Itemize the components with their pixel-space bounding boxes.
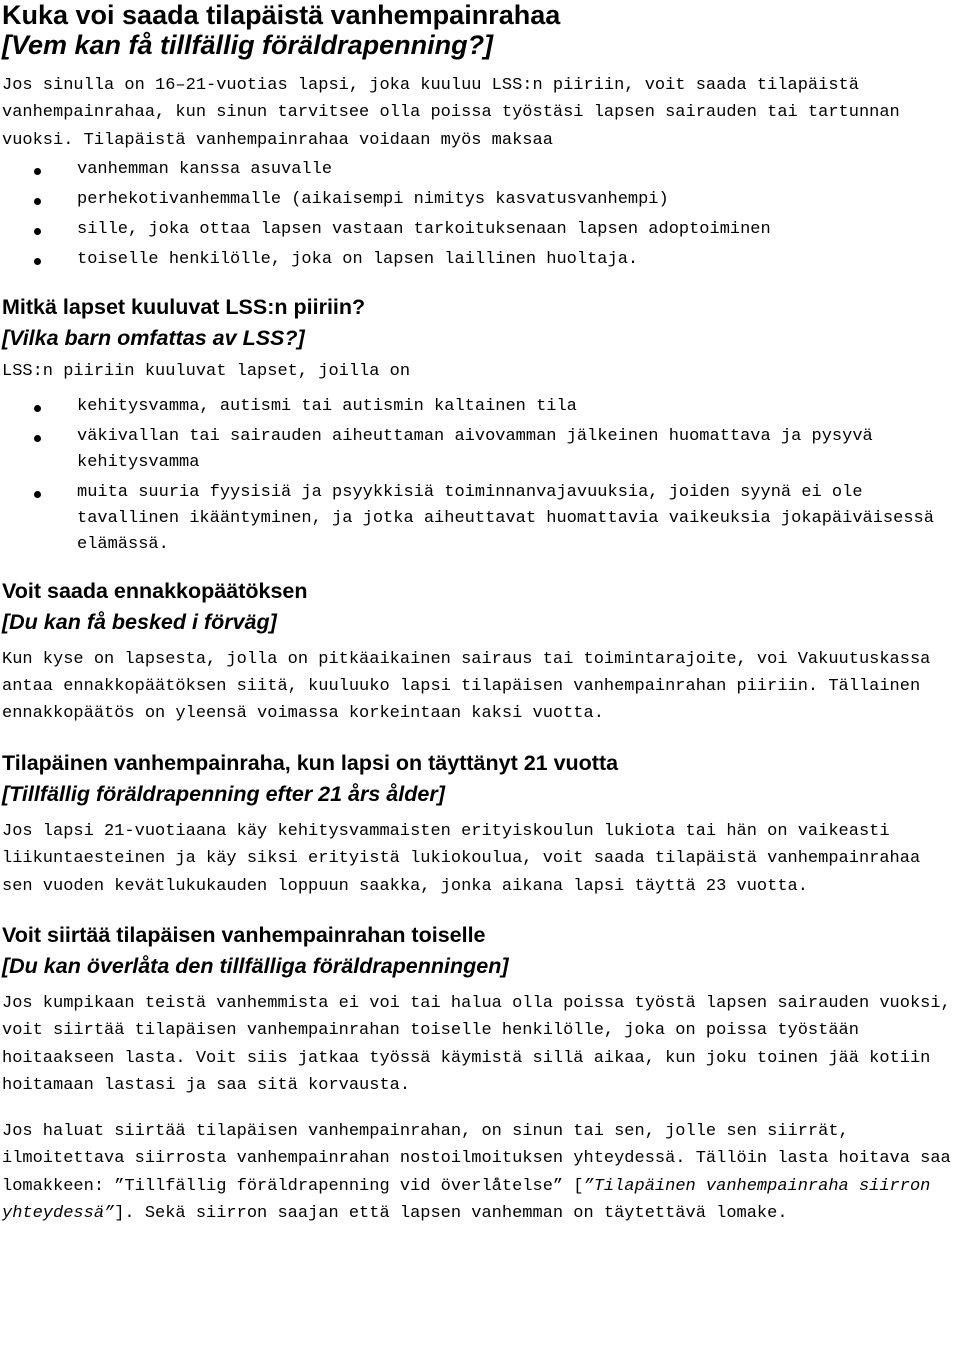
list-item-text: sille, joka ottaa lapsen vastaan tarkoituksenaan lapsen adoptoiminen xyxy=(77,220,771,240)
paragraph: LSS:n piiriin kuuluvat lapset, joilla on xyxy=(2,362,411,382)
title-finnish: Voit siirtää tilapäisen vanhempainrahan toiselle xyxy=(2,923,486,948)
list-item xyxy=(2,424,960,476)
bullet-list xyxy=(2,394,960,558)
list-item xyxy=(2,480,960,558)
list-item xyxy=(2,157,960,183)
bullet-icon xyxy=(34,435,41,442)
paragraph: Jos sinulla on 16–21-vuotias lapsi, joka kuuluu LSS:n piiriin, voit saada tilapäistä vanhempainrahaa, kun sinun tarvitsee olla poissa työstäsi lapsen sairauden tai tartunnan vuoksi. Tilapäistä vanhempainrahaa voidaan myös maksaa xyxy=(2,76,900,150)
list-item-text: toiselle henkilölle, joka on lapsen laillinen huoltaja. xyxy=(77,250,639,270)
bullet-icon xyxy=(34,405,41,412)
list-item xyxy=(2,187,960,213)
paragraph: Kun kyse on lapsesta, jolla on pitkäaikainen sairaus tai toimintarajoite, voi Vakuutuskassa antaa ennakkopäätöksen siitä, kuuluuko lapsi tilapäisen vanhempainrahan piiriin. Tällainen ennakkopäätös on yleensä voimassa korkeintaan kaksi vuotta. xyxy=(2,649,931,724)
title-finnish: Kuka voi saada tilapäistä vanhempainrahaa xyxy=(2,0,561,30)
list-item-text: väkivallan tai sairauden aiheuttaman aivovamman jälkeinen huomattava ja pysyvä kehitysvamma xyxy=(77,426,873,472)
section-advance-decision xyxy=(2,576,960,728)
list-item xyxy=(2,217,960,243)
bullet-icon xyxy=(34,228,41,235)
section-transfer xyxy=(2,920,960,1227)
section-who-can-get xyxy=(2,0,960,273)
bullet-icon xyxy=(34,258,41,265)
title-swedish: [Vem kan få tillfällig föräldrapenning?] xyxy=(2,30,494,60)
title-finnish: Mitkä lapset kuuluvat LSS:n piiriin? xyxy=(2,295,366,320)
title-swedish: [Tillfällig föräldrapenning efter 21 års ålder] xyxy=(2,781,445,806)
section-lss-children xyxy=(2,292,960,557)
paragraph: Jos kumpikaan teistä vanhemmista ei voi tai halua olla poissa työstä lapsen sairauden vuoksi, voit siirtää tilapäisen vanhempainrahan toiselle henkilölle, joka on poissa työstään hoitaakseen lasta. Voit siis jatkaa työssä käymistä sillä aikaa, kun joku toinen jää kotiin hoitamaan lastasi ja saa sitä korvausta. xyxy=(2,994,951,1096)
paragraph-text: ]. Sekä siirron saajan että lapsen vanhemman on täytettävä lomake. xyxy=(114,1203,788,1223)
paragraph xyxy=(2,1118,960,1228)
paragraph: Jos lapsi 21-vuotiaana käy kehitysvammaisten erityiskoulun lukiota tai hän on vaikeasti liikuntaesteinen ja käy siksi erityistä lukiokoulua, voit saada tilapäistä vanhempainrahaa sen vuoden kevätlukukauden loppuun saakka, jonka aikana lapsi täyttä 23 vuotta. xyxy=(2,821,921,896)
section-after-21 xyxy=(2,748,960,900)
section-title xyxy=(2,748,960,810)
section-title xyxy=(2,576,960,638)
title-swedish: [Vilka barn omfattas av LSS?] xyxy=(2,326,305,351)
title-swedish: [Du kan få besked i förväg] xyxy=(2,609,277,634)
title-finnish: Tilapäinen vanhempainraha, kun lapsi on täyttänyt 21 vuotta xyxy=(2,750,619,775)
bullet-icon xyxy=(34,491,41,498)
bullet-icon xyxy=(34,168,41,175)
list-item-text: perhekotivanhemmalle (aikaisempi nimitys kasvatusvanhempi) xyxy=(77,190,669,210)
section-title xyxy=(2,920,960,982)
list-item xyxy=(2,247,960,273)
list-item-text: muita suuria fyysisiä ja psyykkisiä toiminnanvajavuuksia, joiden syynä ei ole tavallinen ikääntyminen, ja jotka aiheuttavat huomattavia vaikeuksia jokapäiväisessä elämässä. xyxy=(77,482,934,554)
section-title xyxy=(2,292,960,354)
list-item-text: vanhemman kanssa asuvalle xyxy=(77,160,333,180)
bullet-list xyxy=(2,157,960,273)
title-finnish: Voit saada ennakkopäätöksen xyxy=(2,578,308,603)
title-swedish: [Du kan överlåta den tillfälliga föräldrapenningen] xyxy=(2,954,509,979)
bullet-icon xyxy=(34,198,41,205)
list-item xyxy=(2,394,960,420)
list-item-text: kehitysvamma, autismi tai autismin kaltainen tila xyxy=(77,396,577,416)
paragraph-text: Jos haluat siirtää tilapäisen vanhempainrahan, on sinun tai sen, jolle sen siirrät, ilmoitettava siirrosta vanhempainrahan nostoilmoituksen yhteydessä. Tällöin lasta hoitava saa lomakkeen: ”Tillfällig föräldrapenning vid överlåtelse” [ xyxy=(2,1121,951,1196)
section-title xyxy=(2,0,960,60)
form-name-finnish: ”Tilapäinen vanhempainraha siirron yhteydessä” xyxy=(2,1176,931,1223)
